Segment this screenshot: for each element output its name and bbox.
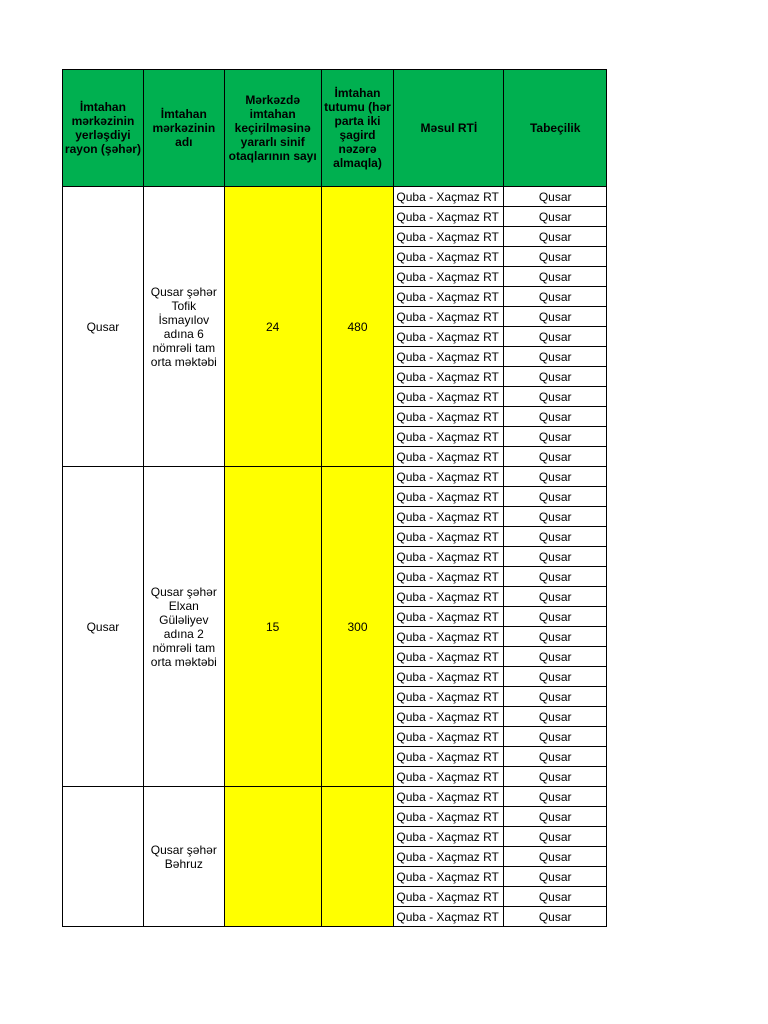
rti-cell: Quba - Xaçmaz RT [394, 267, 504, 287]
tabecilik-cell: Qusar [504, 527, 607, 547]
rti-cell: Quba - Xaçmaz RT [394, 547, 504, 567]
rti-cell: Quba - Xaçmaz RT [394, 367, 504, 387]
header-rti: Məsul RTİ [394, 70, 504, 187]
rti-cell: Quba - Xaçmaz RT [394, 487, 504, 507]
rti-cell: Quba - Xaçmaz RT [394, 787, 504, 807]
tabecilik-cell: Qusar [504, 287, 607, 307]
rti-cell: Quba - Xaçmaz RT [394, 307, 504, 327]
rti-cell: Quba - Xaçmaz RT [394, 827, 504, 847]
rti-cell: Quba - Xaçmaz RT [394, 467, 504, 487]
rti-cell: Quba - Xaçmaz RT [394, 567, 504, 587]
rti-cell: Quba - Xaçmaz RT [394, 227, 504, 247]
tabecilik-cell: Qusar [504, 907, 607, 927]
tabecilik-cell: Qusar [504, 707, 607, 727]
tabecilik-cell: Qusar [504, 627, 607, 647]
tabecilik-cell: Qusar [504, 587, 607, 607]
rti-cell: Quba - Xaçmaz RT [394, 407, 504, 427]
rti-cell: Quba - Xaçmaz RT [394, 667, 504, 687]
rti-cell: Quba - Xaçmaz RT [394, 527, 504, 547]
rti-cell: Quba - Xaçmaz RT [394, 807, 504, 827]
rti-cell: Quba - Xaçmaz RT [394, 207, 504, 227]
rti-cell: Quba - Xaçmaz RT [394, 607, 504, 627]
tabecilik-cell: Qusar [504, 667, 607, 687]
capacity-cell: 480 [321, 187, 394, 467]
header-rooms: Mərkəzdə imtahan keçirilməsinə yararlı sinif otaqlarının sayı [224, 70, 321, 187]
capacity-cell [321, 787, 394, 927]
rti-cell: Quba - Xaçmaz RT [394, 187, 504, 207]
tabecilik-cell: Qusar [504, 187, 607, 207]
header-center-name: İmtahan mərkəzinin adı [143, 70, 224, 187]
tabecilik-cell: Qusar [504, 347, 607, 367]
rti-cell: Quba - Xaçmaz RT [394, 847, 504, 867]
rti-cell: Quba - Xaçmaz RT [394, 887, 504, 907]
tabecilik-cell: Qusar [504, 307, 607, 327]
header-row [63, 70, 607, 187]
rti-cell: Quba - Xaçmaz RT [394, 747, 504, 767]
rti-cell: Quba - Xaçmaz RT [394, 587, 504, 607]
rooms-cell [224, 787, 321, 927]
tabecilik-cell: Qusar [504, 787, 607, 807]
rti-cell: Quba - Xaçmaz RT [394, 687, 504, 707]
rayon-cell: Qusar [63, 467, 144, 787]
tabecilik-cell: Qusar [504, 467, 607, 487]
spreadsheet [62, 69, 607, 941]
rti-cell: Quba - Xaçmaz RT [394, 627, 504, 647]
tabecilik-cell: Qusar [504, 507, 607, 527]
tabecilik-cell: Qusar [504, 567, 607, 587]
center-name-cell: Qusar şəhər Elxan Güləliyev adına 2 nömrəli tam orta məktəbi [143, 467, 224, 787]
tabecilik-cell: Qusar [504, 647, 607, 667]
center-name-cell: Qusar şəhər Bəhruz [143, 787, 224, 927]
rti-cell: Quba - Xaçmaz RT [394, 867, 504, 887]
table-row [63, 787, 607, 807]
tabecilik-cell: Qusar [504, 767, 607, 787]
tabecilik-cell: Qusar [504, 227, 607, 247]
tabecilik-cell: Qusar [504, 847, 607, 867]
rti-cell: Quba - Xaçmaz RT [394, 427, 504, 447]
tabecilik-cell: Qusar [504, 407, 607, 427]
exam-centers-table [62, 69, 607, 927]
tabecilik-cell: Qusar [504, 687, 607, 707]
tabecilik-cell: Qusar [504, 807, 607, 827]
rti-cell: Quba - Xaçmaz RT [394, 727, 504, 747]
tabecilik-cell: Qusar [504, 547, 607, 567]
table-row [63, 467, 607, 487]
header-rayon: İmtahan mərkəzinin yerləşdiyi rayon (şəhər) [63, 70, 144, 187]
tabecilik-cell: Qusar [504, 887, 607, 907]
tabecilik-cell: Qusar [504, 427, 607, 447]
rti-cell: Quba - Xaçmaz RT [394, 767, 504, 787]
tabecilik-cell: Qusar [504, 867, 607, 887]
tabecilik-cell: Qusar [504, 747, 607, 767]
tabecilik-cell: Qusar [504, 387, 607, 407]
table-row [63, 187, 607, 207]
rayon-cell [63, 787, 144, 927]
rti-cell: Quba - Xaçmaz RT [394, 387, 504, 407]
rti-cell: Quba - Xaçmaz RT [394, 447, 504, 467]
tabecilik-cell: Qusar [504, 367, 607, 387]
rti-cell: Quba - Xaçmaz RT [394, 287, 504, 307]
rti-cell: Quba - Xaçmaz RT [394, 507, 504, 527]
rti-cell: Quba - Xaçmaz RT [394, 907, 504, 927]
rti-cell: Quba - Xaçmaz RT [394, 707, 504, 727]
tabecilik-cell: Qusar [504, 487, 607, 507]
capacity-cell: 300 [321, 467, 394, 787]
tabecilik-cell: Qusar [504, 247, 607, 267]
tabecilik-cell: Qusar [504, 447, 607, 467]
rti-cell: Quba - Xaçmaz RT [394, 327, 504, 347]
header-tabecilik: Tabeçilik [504, 70, 607, 187]
center-name-cell: Qusar şəhər Tofik İsmayılov adına 6 nömrəli tam orta məktəbi [143, 187, 224, 467]
header-capacity: İmtahan tutumu (hər parta iki şagird nəzərə almaqla) [321, 70, 394, 187]
rooms-cell: 15 [224, 467, 321, 787]
rti-cell: Quba - Xaçmaz RT [394, 347, 504, 367]
tabecilik-cell: Qusar [504, 727, 607, 747]
tabecilik-cell: Qusar [504, 827, 607, 847]
tabecilik-cell: Qusar [504, 207, 607, 227]
rti-cell: Quba - Xaçmaz RT [394, 247, 504, 267]
rayon-cell: Qusar [63, 187, 144, 467]
tabecilik-cell: Qusar [504, 267, 607, 287]
tabecilik-cell: Qusar [504, 327, 607, 347]
tabecilik-cell: Qusar [504, 607, 607, 627]
rti-cell: Quba - Xaçmaz RT [394, 647, 504, 667]
rooms-cell: 24 [224, 187, 321, 467]
